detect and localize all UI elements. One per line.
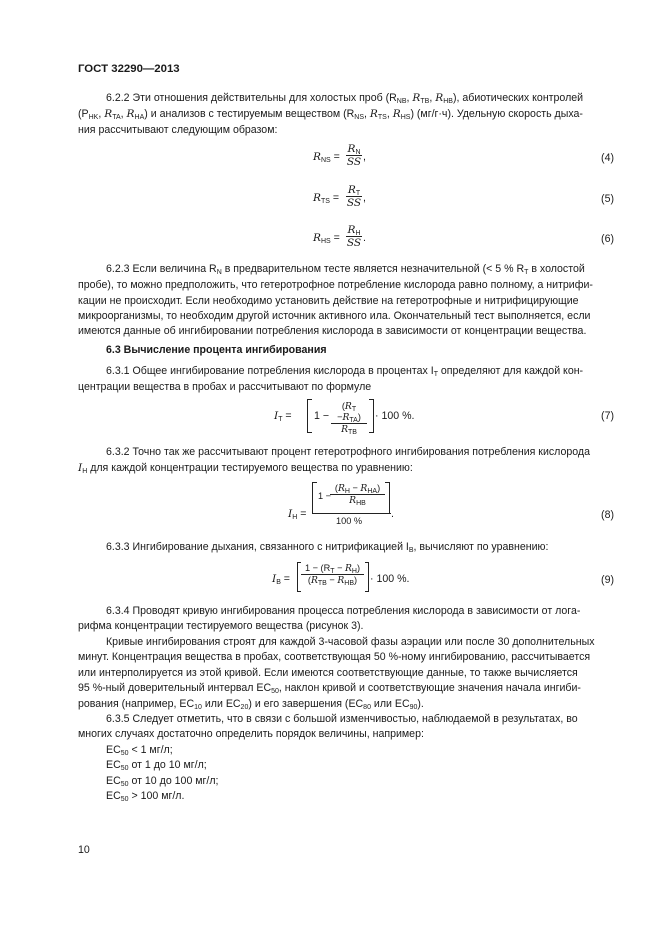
formula-8-denominator: 100 % [336, 516, 363, 526]
p634-line5: или интерполируется из этой кривой. Если имеются соответствующие данные, то также вычисляется [78, 667, 578, 679]
formula-9-lhs: $I_B$ = [272, 573, 290, 586]
formula-8-fraction: $(R_H - R_{HA})$ $R_{HB}$ [330, 483, 385, 506]
formula-8-tail: . [391, 508, 394, 520]
formula-7-one: 1 − [314, 410, 330, 422]
p635-line2: многих случаях достаточно определить порядок величины, например: [78, 728, 424, 740]
formula-6-tail: . [363, 232, 366, 244]
p632-line2: $I_H$ для каждой концентрации тестируемого вещества по уравнению: [78, 462, 413, 475]
p622-line2: ($P_{HK}$, $R_{TA}$, $R_{HA}$) и анализов с тестируемым веществом ($R_{NS}$, $R_{TS}$, $R_{HS}$) (мг/г·ч). Удельную скорость дыха- [78, 108, 583, 121]
formula-5-number: (5) [601, 193, 614, 205]
p622-line1: 6.2.2 Эти отношения действительны для холостых проб ($R_{NB}$, $R_{TB}$, $R_{HB}$), абиотических контролей [106, 92, 584, 105]
p633-line1: 6.3.3 Ингибирование дыхания, связанного с нитрификацией $I_B$, вычисляют по уравнению: [106, 541, 549, 554]
formula-4-fraction: $\frac{R_N}{SS}$ [346, 143, 362, 168]
p623-line5: имеются данные об ингибировании потребления кислорода в зависимости от концентрации вещества. [78, 325, 587, 337]
list-item: $ЕС_{50}$ от 1 до 10 мг/л; [106, 759, 207, 772]
p622-line3: ния рассчитывают следующим образом: [78, 124, 278, 136]
formula-4-lhs: $R_{NS}$ = [313, 151, 340, 164]
list-item: $ЕС_{50} > 100$ мг/л. [106, 790, 185, 803]
p623-line4: микроорганизмы, то необходим другой источник активного ила. Окончательный тест выполняется, если [78, 310, 591, 322]
formula-4-tail: , [363, 151, 366, 163]
list-item: $ЕС_{50} < 1$ мг/л; [106, 744, 173, 757]
formula-9-number: (9) [601, 574, 614, 586]
formula-7-right-bracket [369, 399, 374, 433]
formula-7-left-bracket [307, 399, 312, 433]
document-header: ГОСТ 32290—2013 [78, 63, 180, 75]
p631-line1: 6.3.1 Общее ингибирование потребления кислорода в процентах $I_T$ определяют для каждой кон- [106, 365, 584, 378]
p623-line2: пробе), то можно предположить, что гетеротрофное потребление кислорода равно полному, а нитрифи- [78, 279, 593, 291]
p623-line3: кации не происходит. Если необходимо установить действие на гетеротрофные и нитрифицирующие [78, 295, 579, 307]
formula-5-tail: , [363, 192, 366, 204]
p634-line1: 6.3.4 Проводят кривую ингибирования процесса потребления кислорода в зависимости от лога- [106, 605, 581, 617]
formula-6-number: (6) [601, 233, 614, 245]
formula-6-lhs: $R_{HS}$ = [313, 232, 340, 245]
p634-line2: рифма концентрации тестируемого вещества (рисунок 3). [78, 620, 364, 632]
formula-4-number: (4) [601, 152, 614, 164]
p634-line4: минут. Концентрация вещества в пробах, соответствующая 50 %-ному ингибированию, рассчитывается [78, 651, 591, 663]
p623-line1: 6.2.3 Если величина $R_N$ в предварительном тесте является незначительной (< 5 % $R_T$ в холостой [106, 263, 585, 276]
section-6-3-heading: 6.3 Вычисление процента ингибирования [106, 344, 327, 356]
p634-line7: рования (например, $ЕС_{10}$ или $ЕС_{20}$) и его завершения ($ЕС_{80}$ или $ЕС_{90}$). [78, 698, 424, 711]
formula-9-right-bracket [365, 562, 369, 592]
formula-5-lhs: $R_{TS}$ = [313, 192, 340, 205]
p634-line3: Кривые ингибирования строят для каждой 3-часовой фазы аэрации или после 30 дополнительных [106, 636, 595, 648]
p635-line1: 6.3.5 Следует отметить, что в связи с большой изменчивостью, наблюдаемой в результатах, во [106, 713, 578, 725]
formula-7-fraction: $(R_T -R_{TA})$ $R_{TB}$ [331, 401, 367, 435]
p634-line6: 95 %-ный доверительный интервал $ЕС_{50}$, наклон кривой и соответствующие значения начала ингиби- [78, 682, 581, 695]
formula-6-fraction: $\frac{R_H}{SS}$ [346, 224, 362, 249]
formula-7-tail: · 100 %. [375, 410, 415, 422]
formula-7-lhs: $I_T$ = [274, 410, 292, 423]
formula-5-fraction: $\frac{R_T}{SS}$ [346, 184, 362, 209]
page-number: 10 [78, 844, 90, 856]
p631-line2: центрации вещества в пробах и рассчитывают по формуле [78, 381, 372, 393]
formula-8-left-bracket [312, 482, 317, 514]
formula-8-number: (8) [601, 509, 614, 521]
formula-8-lhs: $I_H$ = [288, 508, 307, 521]
formula-8-right-bracket [385, 482, 390, 514]
formula-9-fraction: $1 - (R_T - R_H)$ $(R_{TB} - R_{HB})$ [301, 563, 364, 586]
formula-8-one: 1 − [318, 491, 332, 501]
list-item: $ЕС_{50}$ от 10 до 100 мг/л; [106, 775, 219, 788]
formula-9-tail: · 100 %. [370, 573, 410, 585]
p632-line1: 6.3.2 Точно так же рассчитывают процент гетеротрофного ингибирования потребления кислорода [106, 446, 590, 458]
formula-7-number: (7) [601, 410, 614, 422]
